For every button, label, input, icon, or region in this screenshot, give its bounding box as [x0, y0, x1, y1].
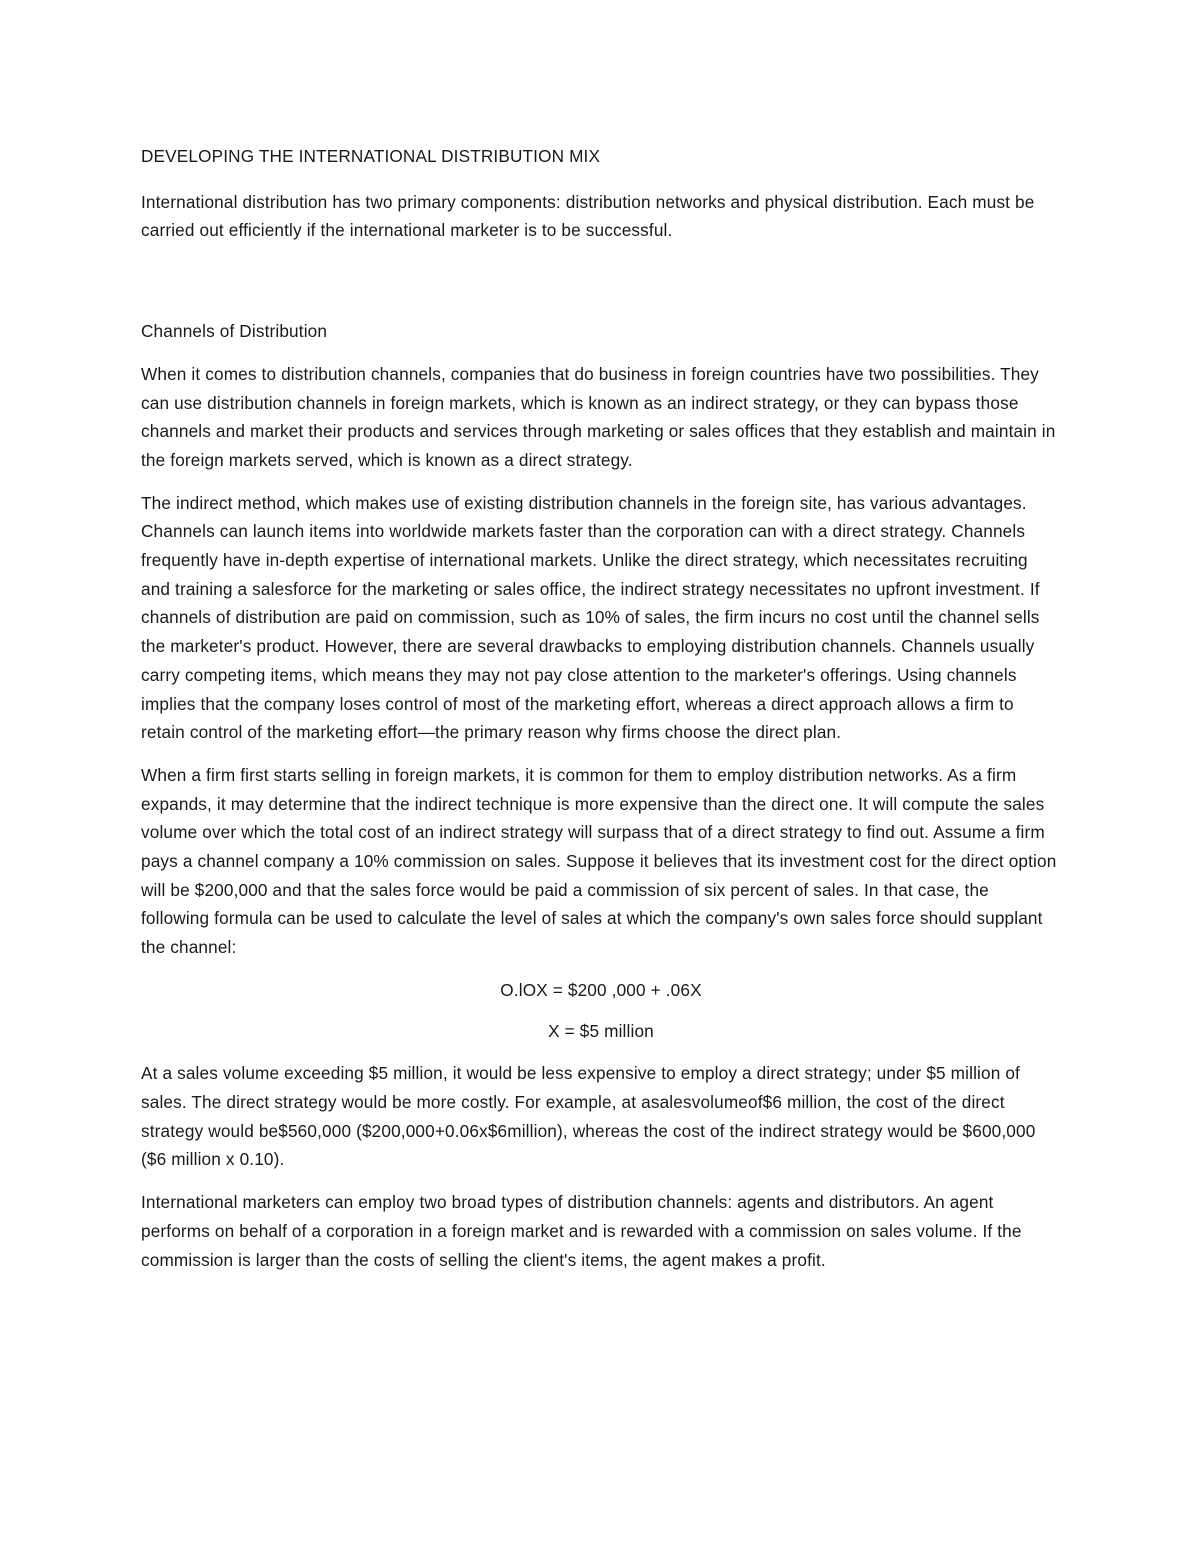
document-title: DEVELOPING THE INTERNATIONAL DISTRIBUTION MIX	[141, 146, 601, 166]
body-paragraph: When it comes to distribution channels, companies that do business in foreign countries have two possibilities. They can use distribution channels in foreign markets, which is known as an indirect strategy, or they can bypass those channels and market their products and services through marketing or sales offices that they establish and maintain in the foreign markets served, which is known as a direct strategy.	[141, 363, 1056, 470]
section-heading: Channels of Distribution	[141, 321, 328, 342]
intro-paragraph: International distribution has two primary components: distribution networks and physical distribution. Each must be carried out efficiently if the international marketer is to be successful.	[141, 191, 1035, 241]
document-body	[141, 142, 1061, 1288]
body-paragraph: When a firm first starts selling in foreign markets, it is common for them to employ distribution networks. As a firm expands, it may determine that the indirect technique is more expensive than the direct one. It will compute the sales volume over which the total cost of an indirect strategy will surpass that of a direct strategy to find out. Assume a firm pays a channel company a 10% commission on sales. Suppose it believes that its investment cost for the direct option will be $200,000 and that the sales force would be paid a commission of six percent of sales. In that case, the following formula can be used to calculate the level of sales at which the company's own sales force should supplant the channel:	[141, 764, 1057, 958]
formula-result: X = $5 million	[548, 1020, 654, 1041]
body-paragraph: The indirect method, which makes use of existing distribution channels in the foreign site, has various advantages. Channels can launch items into worldwide markets faster than the corporation can with a direct strategy. Channels frequently have in-depth expertise of international markets. Unlike the direct strategy, which necessitates recruiting and training a salesforce for the marketing or sales office, the indirect strategy necessitates no upfront investment. If channels of distribution are paid on commission, such as 10% of sales, the firm incurs no cost until the channel sells the marketer's product. However, there are several drawbacks to employing distribution channels. Channels usually carry competing items, which means they may not pay close attention to the marketer's offerings. Using channels implies that the company loses control of most of the marketing effort, whereas a direct approach allows a firm to retain control of the marketing effort—the primary reason why firms choose the direct plan.	[141, 492, 1040, 743]
body-paragraph: At a sales volume exceeding $5 million, it would be less expensive to employ a direct strategy; under $5 million of sales. The direct strategy would be more costly. For example, at asalesvolumeof$6 million, the cost of the direct strategy would be$560,000 ($200,000+0.06x$6million), whereas the cost of the indirect strategy would be $600,000 ($6 million x 0.10).	[141, 1063, 1036, 1170]
body-paragraph: International marketers can employ two broad types of distribution channels: agents and distributors. An agent performs on behalf of a corporation in a foreign market and is rewarded with a commission on sales volume. If the commission is larger than the costs of selling the client's items, the agent makes a profit.	[141, 1192, 1022, 1270]
formula-equation: O.lOX = $200 ,000 + .06X	[500, 979, 702, 1000]
